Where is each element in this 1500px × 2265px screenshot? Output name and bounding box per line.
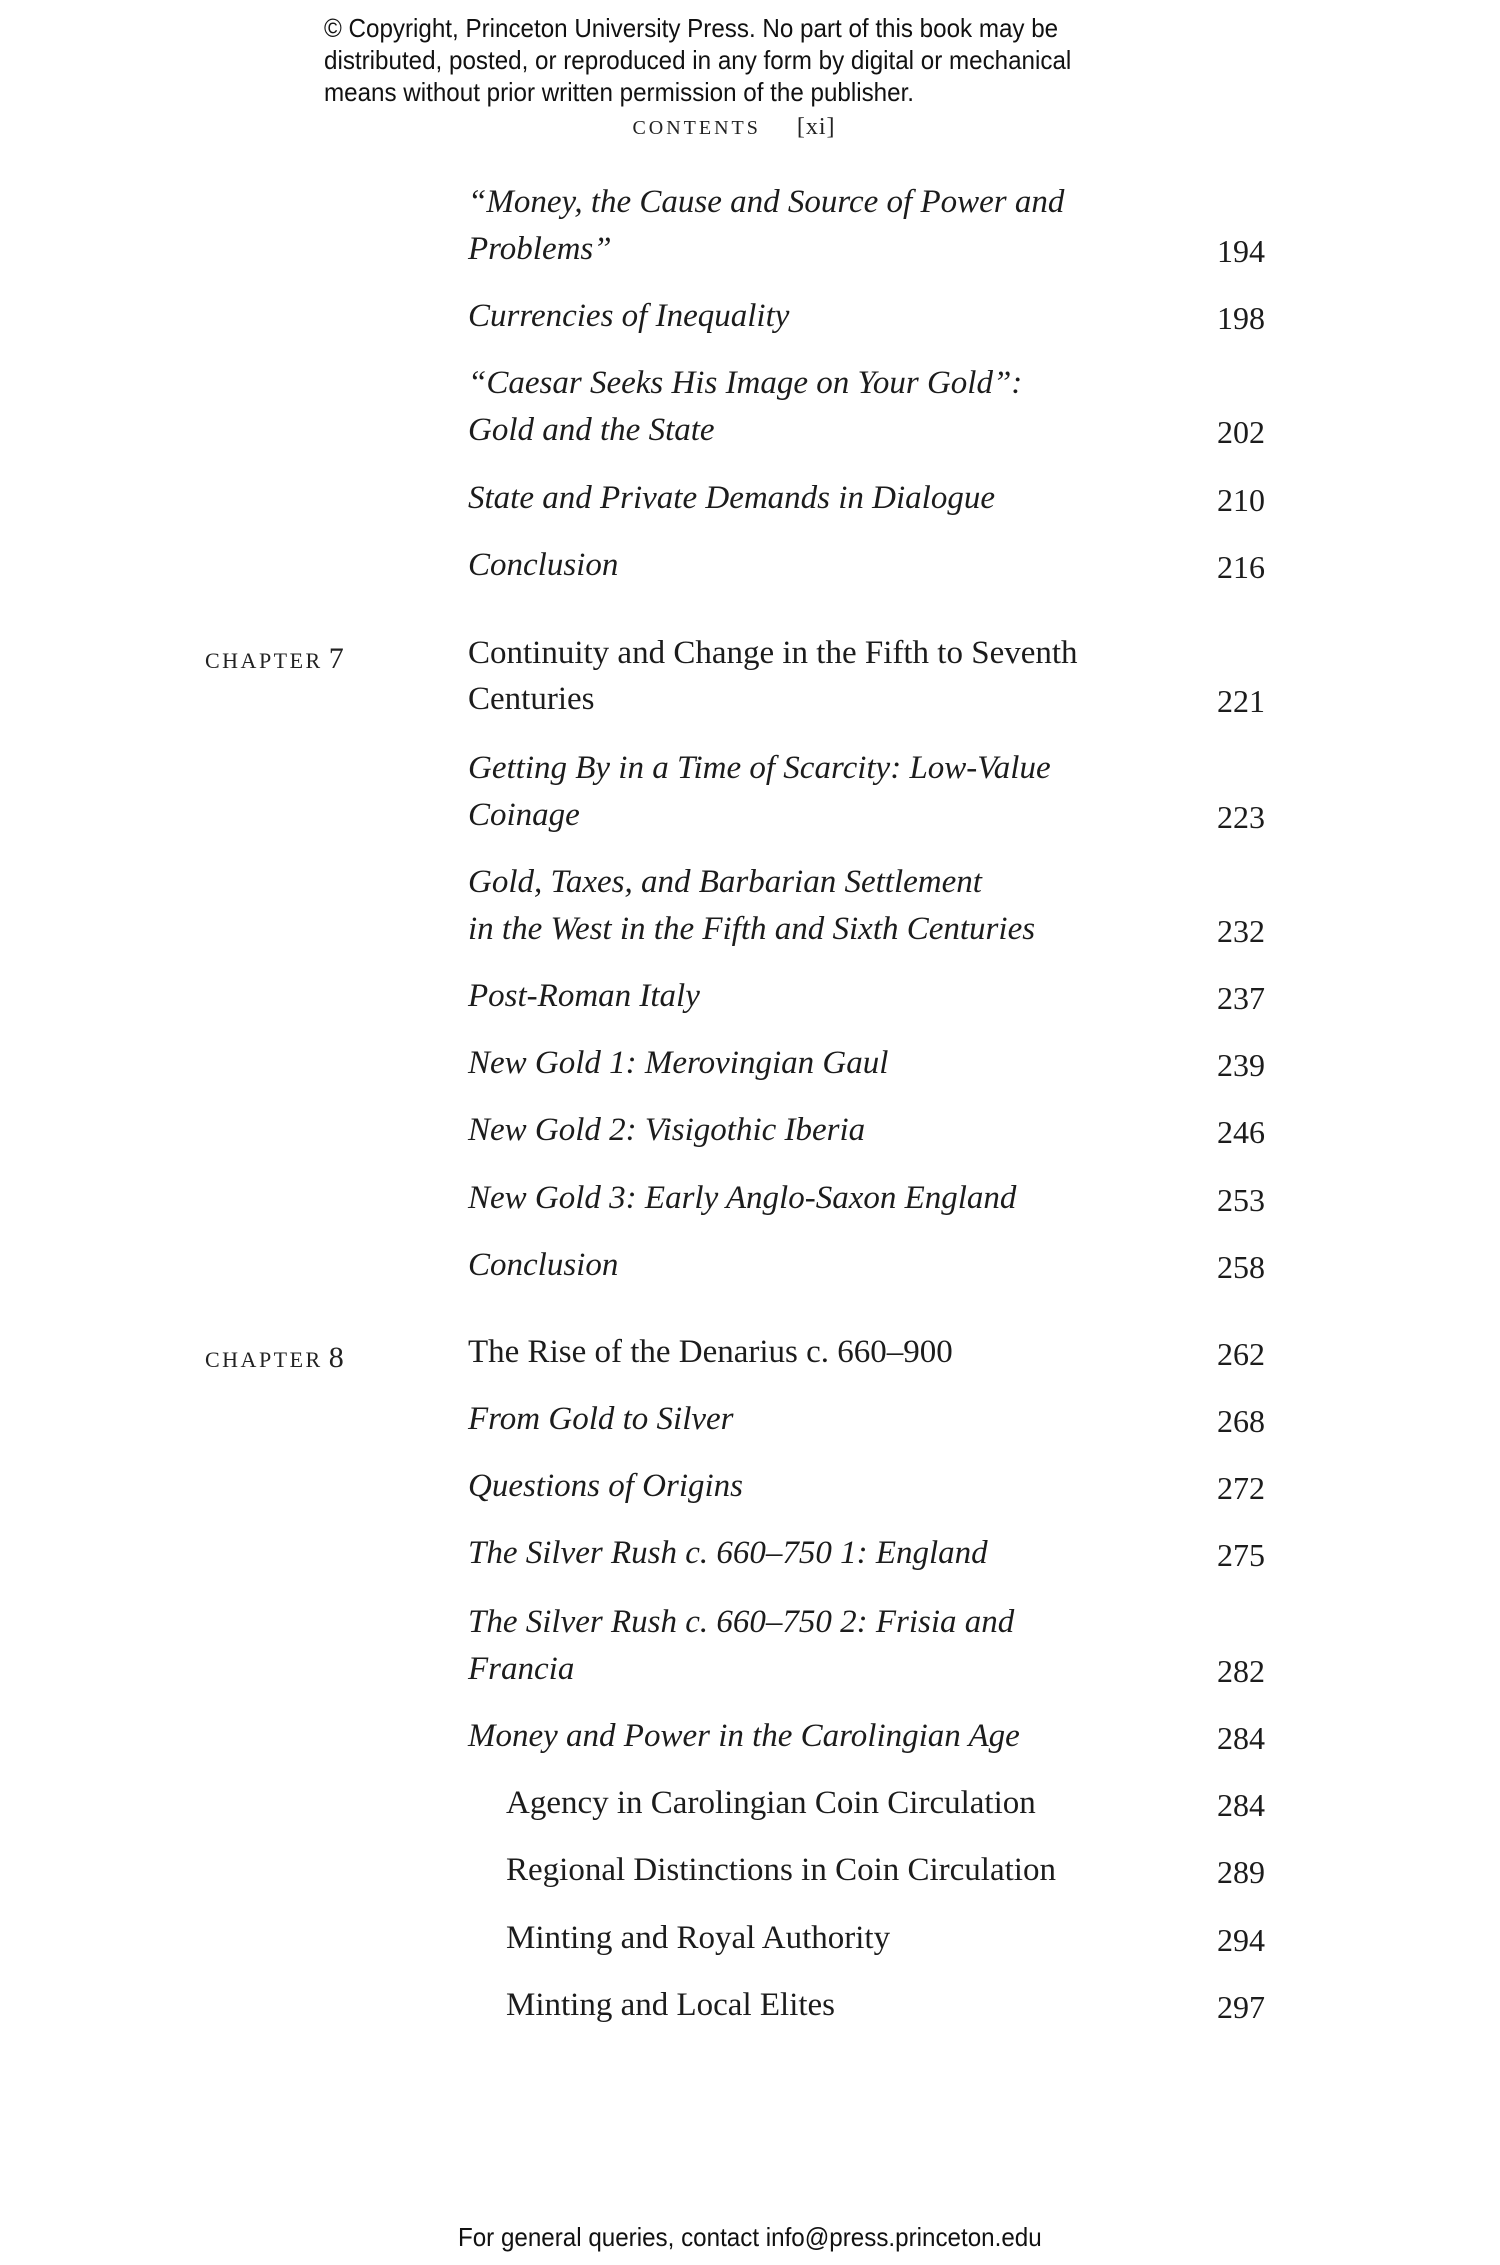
toc-page-number: 282 bbox=[1217, 1653, 1265, 1689]
chapter-number: 7 bbox=[328, 642, 344, 675]
toc-page-number: 297 bbox=[1217, 1989, 1265, 2025]
chapter-number: 8 bbox=[328, 1341, 344, 1374]
toc-section-title[interactable]: The Silver Rush c. 660–750 1: England bbox=[468, 1535, 988, 1571]
toc-page-number: 284 bbox=[1217, 1787, 1265, 1823]
toc-section-title[interactable]: State and Private Demands in Dialogue bbox=[468, 480, 996, 516]
toc-section-title[interactable]: Problems” bbox=[468, 231, 612, 267]
copyright-line: distributed, posted, or reproduced in any form by digital or mechanical bbox=[324, 45, 1072, 75]
copyright-line: means without prior written permission of the publisher. bbox=[324, 77, 915, 107]
footer-text: For general queries, contact info@press.princeton.edu bbox=[458, 2222, 1042, 2252]
toc-page-number: 210 bbox=[1217, 482, 1265, 518]
chapter-label bbox=[205, 642, 344, 676]
toc-section-title[interactable]: Post-Roman Italy bbox=[468, 978, 700, 1014]
chapter-label-text: CHAPTER bbox=[205, 648, 323, 673]
toc-page-number: 289 bbox=[1217, 1854, 1265, 1890]
toc-chapter-title[interactable]: The Rise of the Denarius c. 660–900 bbox=[468, 1334, 953, 1370]
chapter-label bbox=[205, 1341, 344, 1375]
toc-page-number: 221 bbox=[1217, 683, 1265, 719]
toc-section-title[interactable]: Conclusion bbox=[468, 1247, 619, 1283]
toc-page-number: 253 bbox=[1217, 1182, 1265, 1218]
running-head-page-number: [xi] bbox=[796, 114, 836, 140]
running-head-label: CONTENTS bbox=[632, 117, 761, 139]
toc-section-title[interactable]: “Money, the Cause and Source of Power and bbox=[468, 184, 1065, 220]
toc-page-number: 223 bbox=[1217, 799, 1265, 835]
toc-section-title[interactable]: Gold and the State bbox=[468, 412, 715, 448]
copyright-notice bbox=[324, 12, 1161, 108]
toc-page-number: 239 bbox=[1217, 1047, 1265, 1083]
toc-page-number: 262 bbox=[1217, 1336, 1265, 1372]
toc-section-title[interactable]: New Gold 1: Merovingian Gaul bbox=[468, 1045, 889, 1081]
toc-section-title[interactable]: Conclusion bbox=[468, 547, 619, 583]
toc-page-number: 198 bbox=[1217, 300, 1265, 336]
toc-section-title[interactable]: New Gold 2: Visigothic Iberia bbox=[468, 1112, 866, 1148]
toc-section-title[interactable]: The Silver Rush c. 660–750 2: Frisia and bbox=[468, 1604, 1015, 1640]
toc-section-title[interactable]: Coinage bbox=[468, 797, 580, 833]
toc-section-title[interactable]: Money and Power in the Carolingian Age bbox=[468, 1718, 1020, 1754]
running-head bbox=[0, 114, 1500, 141]
toc-page-number: 202 bbox=[1217, 414, 1265, 450]
toc-section-title[interactable]: Currencies of Inequality bbox=[468, 298, 790, 334]
toc-page-number: 258 bbox=[1217, 1249, 1265, 1285]
toc-section-title[interactable]: in the West in the Fifth and Sixth Centuries bbox=[468, 911, 1036, 947]
toc-page-number: 272 bbox=[1217, 1470, 1265, 1506]
toc-page-number: 194 bbox=[1217, 233, 1265, 269]
toc-page-number: 246 bbox=[1217, 1114, 1265, 1150]
toc-subsection-title[interactable]: Minting and Local Elites bbox=[506, 1987, 836, 2023]
toc-subsection-title[interactable]: Agency in Carolingian Coin Circulation bbox=[506, 1785, 1036, 1821]
toc-section-title[interactable]: From Gold to Silver bbox=[468, 1401, 734, 1437]
toc-page-number: 275 bbox=[1217, 1537, 1265, 1573]
toc-section-title[interactable]: Francia bbox=[468, 1651, 575, 1687]
toc-section-title[interactable]: Questions of Origins bbox=[468, 1468, 744, 1504]
toc-page-number: 216 bbox=[1217, 549, 1265, 585]
chapter-label-text: CHAPTER bbox=[205, 1347, 323, 1372]
toc-page-number: 237 bbox=[1217, 980, 1265, 1016]
toc-section-title[interactable]: “Caesar Seeks His Image on Your Gold”: bbox=[468, 365, 1023, 401]
toc-subsection-title[interactable]: Minting and Royal Authority bbox=[506, 1920, 891, 1956]
toc-section-title[interactable]: Gold, Taxes, and Barbarian Settlement bbox=[468, 864, 982, 900]
toc-page-number: 294 bbox=[1217, 1922, 1265, 1958]
footer-contact bbox=[0, 2222, 1500, 2253]
toc-section-title[interactable]: Getting By in a Time of Scarcity: Low-Value bbox=[468, 750, 1051, 786]
toc-page-number: 284 bbox=[1217, 1720, 1265, 1756]
toc-section-title[interactable]: New Gold 3: Early Anglo-Saxon England bbox=[468, 1180, 1017, 1216]
toc-subsection-title[interactable]: Regional Distinctions in Coin Circulation bbox=[506, 1852, 1056, 1888]
toc-chapter-title[interactable]: Continuity and Change in the Fifth to Seventh bbox=[468, 635, 1078, 671]
toc-page-number: 232 bbox=[1217, 913, 1265, 949]
toc-chapter-title[interactable]: Centuries bbox=[468, 681, 595, 717]
toc-page-number: 268 bbox=[1217, 1403, 1265, 1439]
copyright-line: © Copyright, Princeton University Press. No part of this book may be bbox=[324, 13, 1059, 43]
